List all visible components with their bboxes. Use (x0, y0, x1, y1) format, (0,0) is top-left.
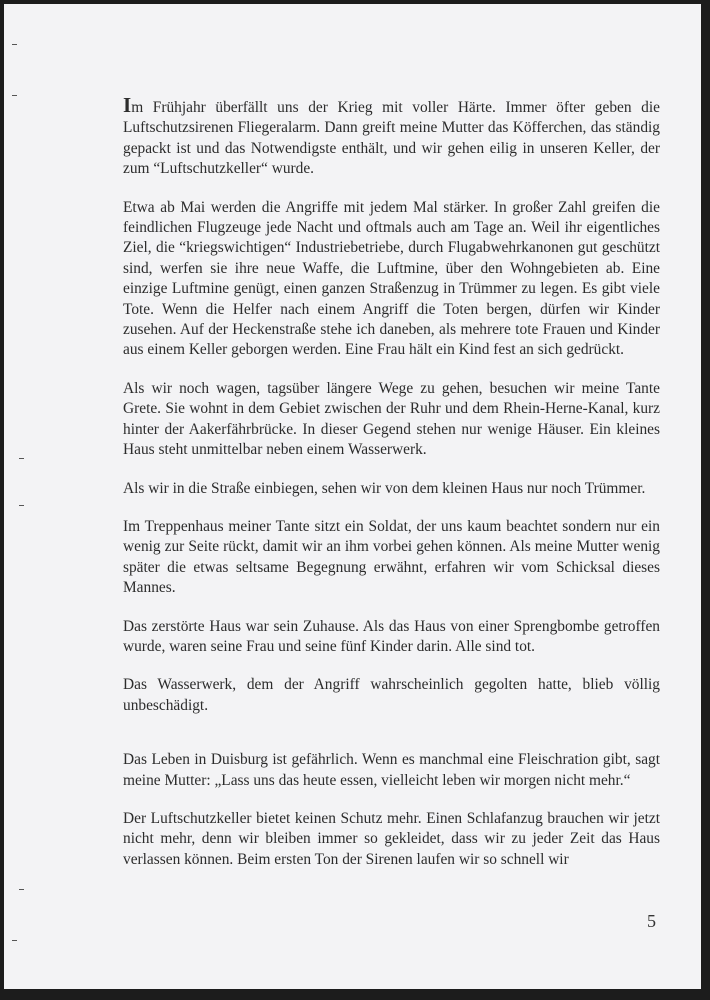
page-number: 5 (647, 911, 656, 931)
margin-tick (12, 44, 17, 45)
margin-tick (19, 505, 24, 506)
paragraph-text: m Frühjahr überfällt uns der Krieg mit voller Härte. Immer öfter geben die Luftschutzsirenen Fliegeralarm. Dann greift meine Mutter das Köfferchen, das ständig gepackt ist und das Notwendigste enthält, und wir gehen eilig in unseren Keller, der zum “Luftschutzkeller“ wurde. (123, 99, 660, 178)
margin-tick (19, 889, 24, 890)
paper-sheet (4, 4, 701, 989)
paragraph-8: Das Leben in Duisburg ist gefährlich. Wenn es manchmal eine Fleischration gibt, sagt meine Mutter: „Lass uns das heute essen, vielleicht leben wir morgen nicht mehr.“ (123, 751, 660, 789)
body-text (123, 93, 660, 888)
margin-tick (12, 95, 17, 96)
margin-tick (12, 940, 17, 941)
paragraph-5: Im Treppenhaus meiner Tante sitzt ein Soldat, der uns kaum beachtet sondern nur ein wenig zur Seite rückt, damit wir an ihm vorbei gehen können. Als meine Mutter wenig später die etwas seltsame Begegnung erwähnt, erfahren wir vom Schicksal dieses Mannes. (123, 517, 660, 597)
paragraph-3: Als wir noch wagen, tagsüber längere Wege zu gehen, besuchen wir meine Tante Grete. Sie wohnt in dem Gebiet zwischen der Ruhr und dem Rhein-Herne-Kanal, kurz hinter der Aakerfährbrücke. In dieser Gegend stehen nur wenige Häuser. Ein kleines Haus steht unmittelbar neben einem Wasserwerk. (123, 379, 660, 459)
paragraph-6: Das zerstörte Haus war sein Zuhause. Als das Haus von einer Sprengbombe getroffen wurde, waren seine Frau und seine fünf Kinder darin. Alle sind tot. (123, 617, 660, 655)
paragraph-2: Etwa ab Mai werden die Angriffe mit jedem Mal stärker. In großer Zahl greifen die feindlichen Flugzeuge jede Nacht und oftmals auch am Tage an. Weil ihr eigentliches Ziel, die “kriegswichtigen“ Industriebetriebe, durch Flugabwehrkanonen gut geschützt sind, werfen sie ihre neue Waffe, die Luftmine, über den Wohngebieten ab. Eine einzige Luftmine genügt, einen ganzen Straßenzug in Trümmer zu legen. Es gibt viele Tote. Wenn die Helfer nach einem Angriff die Toten bergen, dürfen wir Kinder zusehen. Auf der Heckenstraße stehe ich daneben, als mehrere tote Frauen und Kinder aus einem Keller geborgen werden. Eine Frau hält ein Kind fest an sich gedrückt. (123, 198, 660, 359)
paragraph-7: Das Wasserwerk, dem der Angriff wahrscheinlich gegolten hatte, blieb völlig unbeschädigt. (123, 676, 660, 714)
margin-tick (19, 458, 24, 459)
initial-letter: I (123, 93, 132, 117)
paragraph-4: Als wir in die Straße einbiegen, sehen wir von dem kleinen Haus nur noch Trümmer. (123, 479, 646, 497)
paragraph-9: Der Luftschutzkeller bietet keinen Schutz mehr. Einen Schlafanzug brauchen wir jetzt nicht mehr, denn wir bleiben immer so gekleidet, dass wir zu jeder Zeit das Haus verlassen können. Beim ersten Ton der Sirenen laufen wir so schnell wir (123, 809, 660, 868)
paragraph-1 (123, 93, 660, 180)
